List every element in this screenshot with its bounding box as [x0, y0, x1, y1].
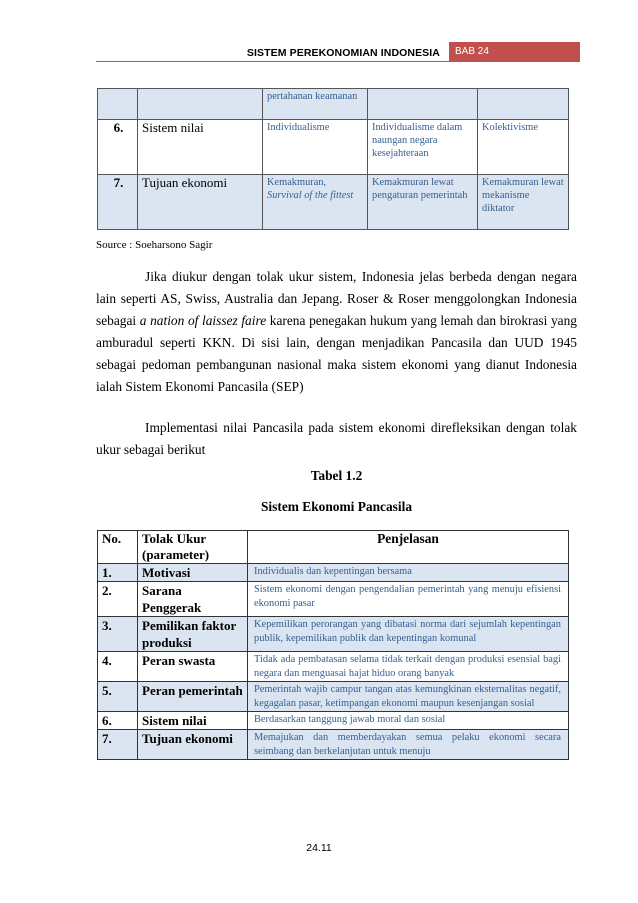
table-row: [98, 120, 569, 175]
row-description: Sistem ekonomi dengan pengendalian pemerintah yang menuju efisiensi ekonomi pasar: [248, 582, 569, 617]
table-subtitle: Sistem Ekonomi Pancasila: [260, 499, 413, 514]
header-title: SISTEM PEREKONOMIAN INDONESIA: [246, 47, 440, 59]
paragraph-italic: a nation of laissez faire: [139, 313, 267, 328]
table-row: [98, 652, 569, 682]
cell-italic-text: Survival of the fittest: [267, 190, 354, 201]
row-aspect: Tujuan ekonomi: [138, 175, 263, 230]
table-cell: Individualisme dalam naungan negara kesejahteraan: [368, 120, 478, 175]
table-row: [98, 564, 569, 582]
row-description: Memajukan dan memberdayakan semua pelaku ekonomi secara seimbang dan berkelanjutan untuk menuju: [248, 730, 569, 760]
column-header: No.: [98, 531, 138, 564]
table-cell: Kemakmuran lewat pengaturan pemerintah: [368, 175, 478, 230]
row-number: 6.: [98, 120, 138, 175]
body-paragraph: [96, 417, 577, 461]
body-paragraph: [96, 266, 577, 398]
row-parameter: Pemilikan faktor produksi: [138, 617, 248, 652]
table-source: Source : Soeharsono Sagir: [96, 239, 213, 251]
paragraph-text: karena penegakan hukum yang lemah dan birokrasi yang amburadul seperti KKN. Di sisi lain, dengan menjadikan Pancasila dan UUD 1945 sebagai pedoman pembangunan nasional maka sistem ekonomi yang dianut Indonesia ialah Sistem Ekonomi Pancasila (SEP): [96, 313, 577, 394]
sep-table: [97, 530, 569, 760]
chapter-badge: BAB 24: [449, 42, 580, 62]
row-description: Pemerintah wajib campur tangan atas kemungkinan eksternalitas negatif, kegagalan pasar, ketimpangan ekonomi maupun kesenjangan sosial: [248, 682, 569, 712]
row-parameter: Motivasi: [138, 564, 248, 582]
row-number: 3.: [98, 617, 138, 652]
row-parameter: Sarana Penggerak: [138, 582, 248, 617]
row-number: 7.: [98, 175, 138, 230]
table-cell: Kemakmuran lewat mekanisme diktator: [478, 175, 569, 230]
table-row: [98, 712, 569, 730]
row-description: Tidak ada pembatasan selama tidak terkait dengan produksi esensial bagi negara dan menguasai hajat hiduo orang banyak: [248, 652, 569, 682]
table-cell: Individualisme: [263, 120, 368, 175]
row-parameter: Sistem nilai: [138, 712, 248, 730]
comparison-table: [97, 88, 569, 230]
table-cell: pertahanan keamanan: [263, 89, 368, 120]
row-number: 4.: [98, 652, 138, 682]
row-number: 2.: [98, 582, 138, 617]
page-header: [96, 42, 580, 62]
row-parameter: Peran pemerintah: [138, 682, 248, 712]
page-number: 24.11: [306, 842, 332, 854]
row-parameter: Peran swasta: [138, 652, 248, 682]
cell-text: Kemakmuran,: [267, 177, 327, 188]
row-number: 5.: [98, 682, 138, 712]
paragraph-text: Jika diukur dengan tolak ukur sistem, Indonesia jelas berbeda dengan negara lain seperti AS, Swiss, Australia dan Jepang. Roser & Roser menggolongkan Indonesia sebagai: [96, 269, 577, 328]
table-row: [98, 617, 569, 652]
paragraph-text: Implementasi nilai Pancasila pada sistem ekonomi direfleksikan dengan tolak ukur sebagai berikut: [96, 420, 577, 457]
column-header: Tolak Ukur (parameter): [138, 531, 248, 564]
row-description: Kepemilikan perorangan yang dibatasi norma dari sejumlah kepentingan publik, kepemilikan publik dan kepentingan komunal: [248, 617, 569, 652]
row-number: 7.: [98, 730, 138, 760]
table-row: [98, 89, 569, 120]
table-row: [98, 682, 569, 712]
row-description: Individualis dan kepentingan bersama: [248, 564, 569, 582]
table-row: [98, 730, 569, 760]
table-row: [98, 175, 569, 230]
row-parameter: Tujuan ekonomi: [138, 730, 248, 760]
row-description: Berdasarkan tanggung jawab moral dan sosial: [248, 712, 569, 730]
table-row: [98, 582, 569, 617]
table-header-row: [98, 531, 569, 564]
column-header: Penjelasan: [248, 531, 569, 564]
row-number: 1.: [98, 564, 138, 582]
row-aspect: Sistem nilai: [138, 120, 263, 175]
table-cell: Kolektivisme: [478, 120, 569, 175]
table-cell: [263, 175, 368, 230]
table-title: Tabel 1.2: [310, 468, 363, 483]
row-number: 6.: [98, 712, 138, 730]
